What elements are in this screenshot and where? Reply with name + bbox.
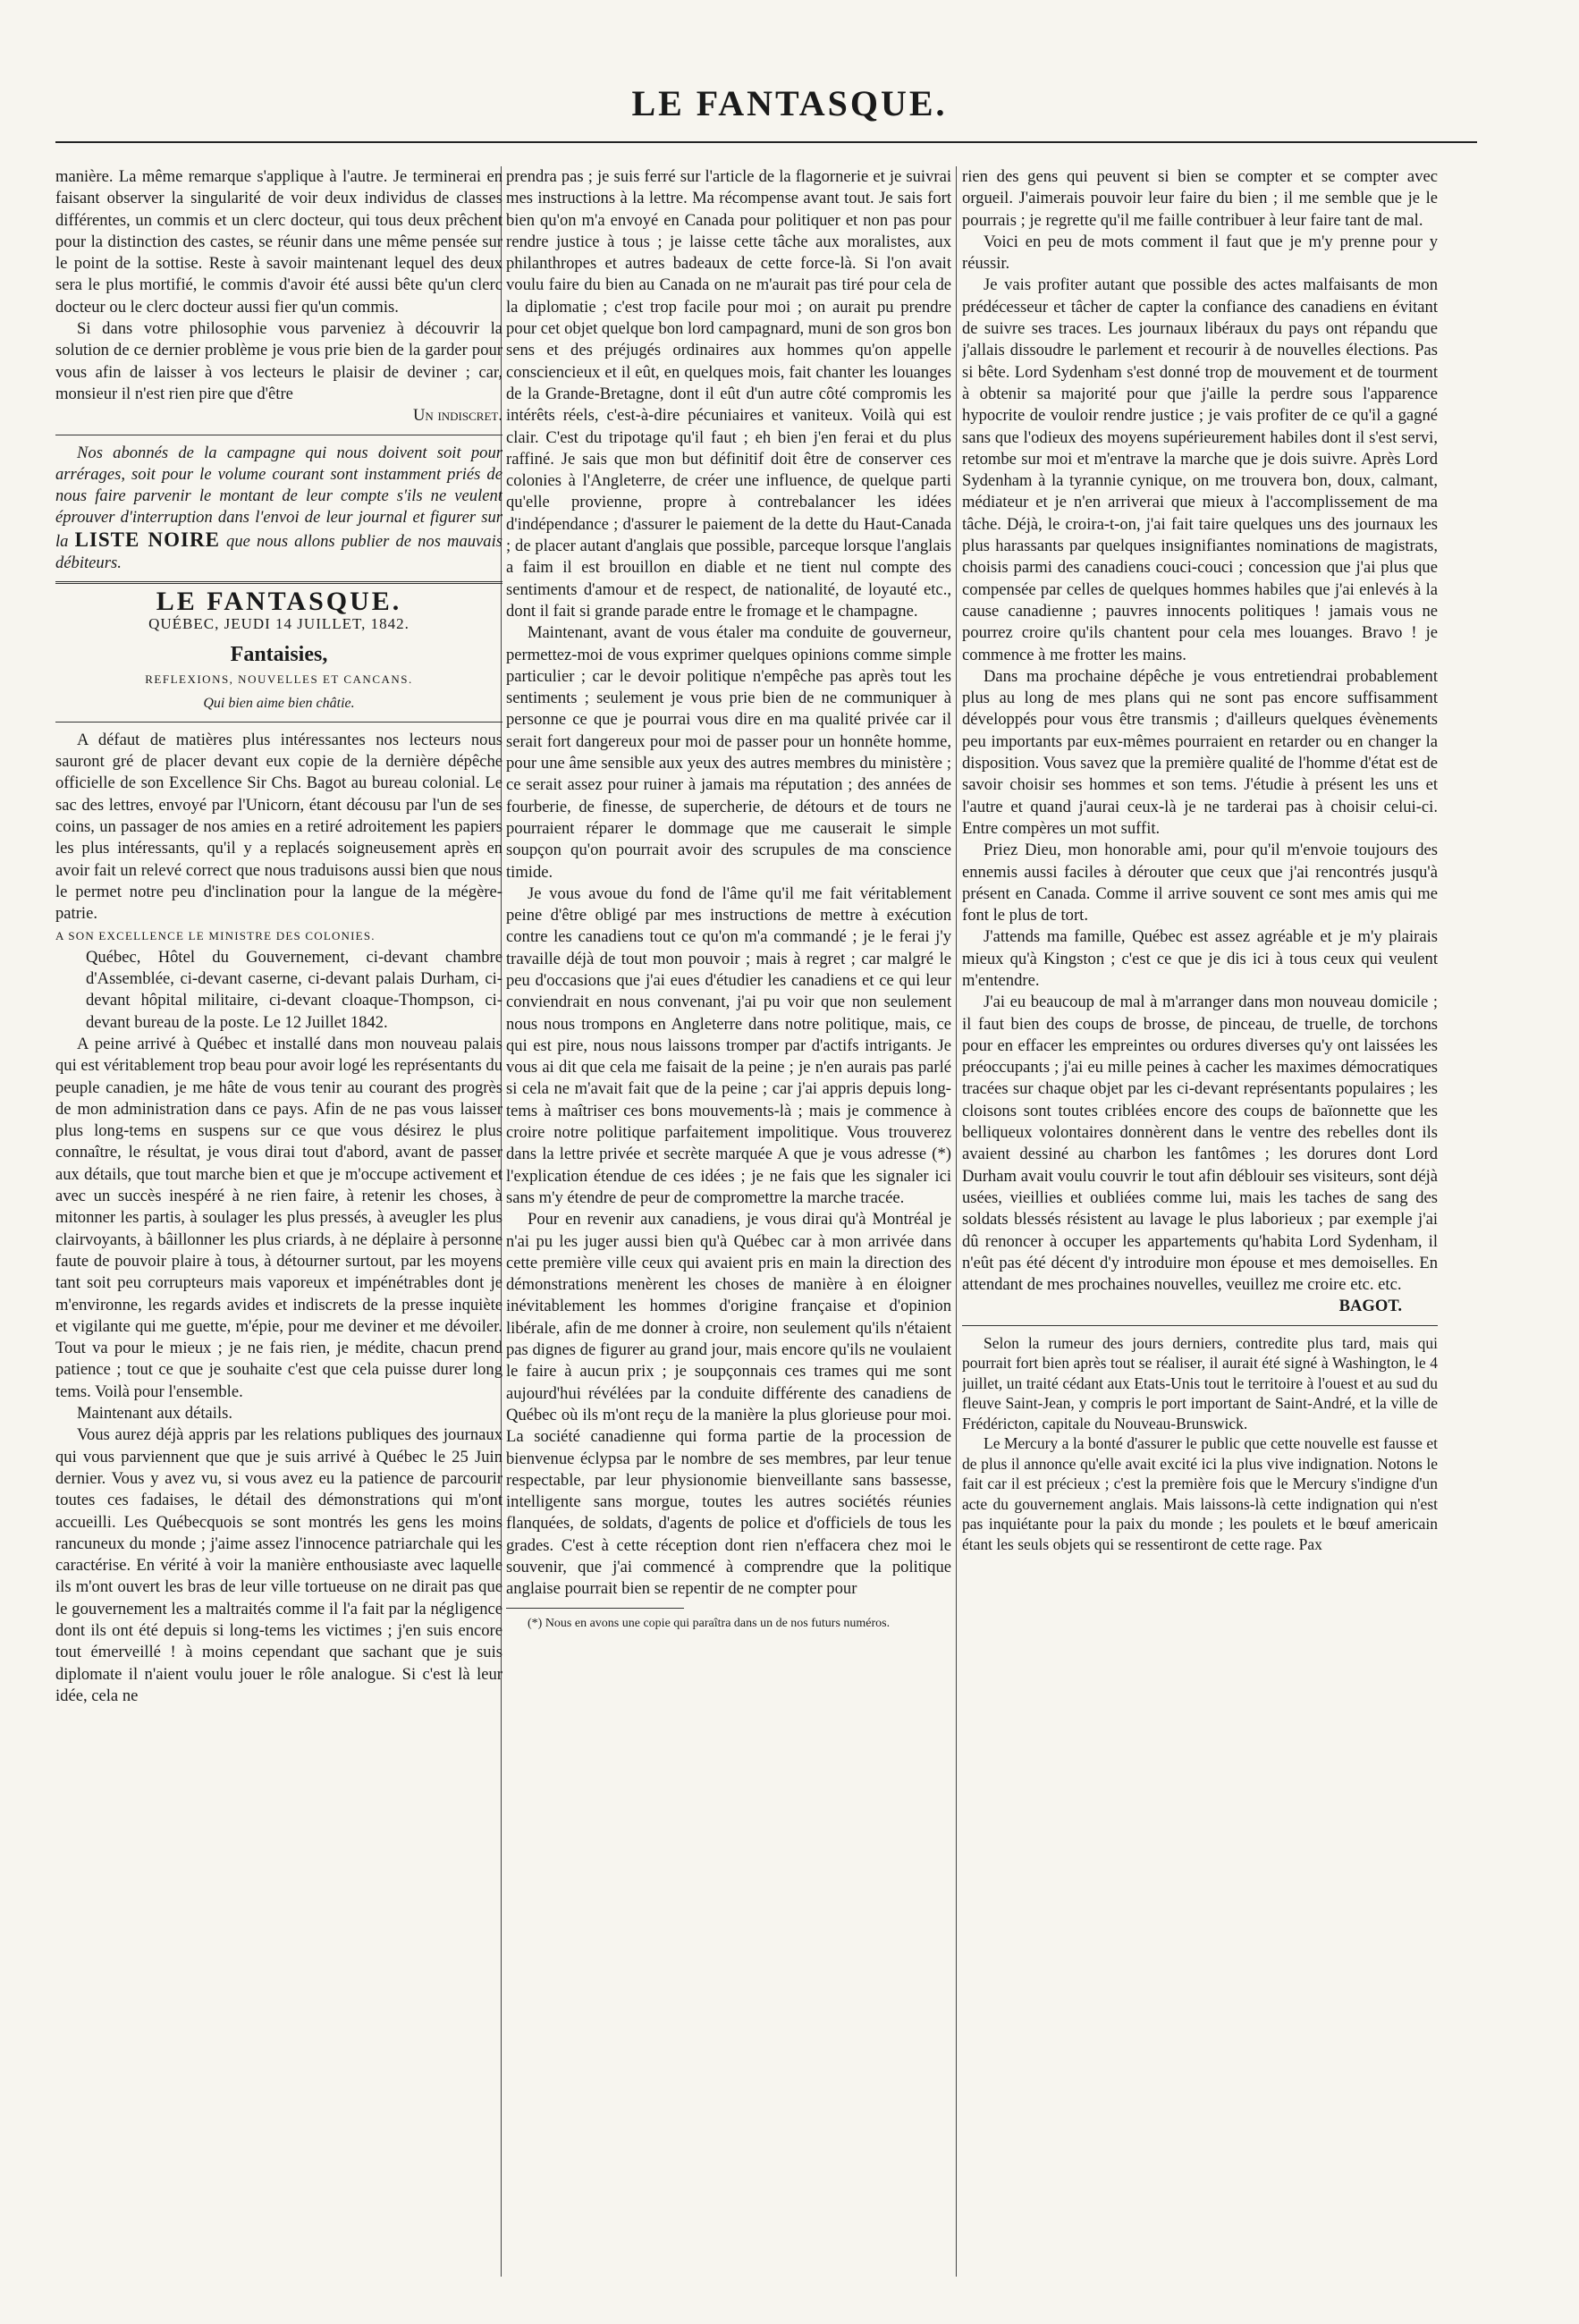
subscriber-notice [55, 443, 502, 575]
address-heading: A SON EXCELLENCE LE MINISTRE DES COLONIES. [55, 928, 376, 942]
paragraph: Priez Dieu, mon honorable ami, pour qu'il m'envoie toujours des ennemis aussi faciles à dérouter que ceux que j'ai rencontrés jusqu'à présent en Canada. Comme il arrive souvent ce sont mes amis qui me font le plus de tort. [962, 841, 1438, 925]
notice-end: que nous allons publier de nos mauvais débiteurs. [55, 531, 502, 573]
address-block: Québec, Hôtel du Gouvernement, ci-devant chambre d'Assemblée, ci-devant caserne, ci-devant palais Durham, ci-devant hôpital militaire, ci-devant cloaque-Thompson, ci-devant bureau de la poste. Le 12 Juillet 1842. [86, 947, 502, 1032]
section-subheading: REFLEXIONS, NOUVELLES ET CANCANS. [145, 672, 413, 687]
paragraph: Voici en peu de mots comment il faut que je m'y prenne pour y réussir. [962, 232, 1438, 274]
signature: BAGOT. [1338, 1297, 1402, 1316]
signature: Un indiscret. [412, 406, 502, 426]
notice-text: Nos abonnés de la campagne qui nous doivent soit pour arrérages, soit pour le volume courant sont instamment priés de nous faire parvenir le montant de leur compte s'ils ne veulent éprouver d'interruption dans l'envoi de leur journal et figurer sur la [55, 443, 502, 551]
section-heading: Fantaisies, [230, 642, 328, 666]
page-masthead: LE FANTASQUE. [631, 83, 948, 123]
paragraph: Je vous avoue du fond de l'âme qu'il me fait véritablement peine d'être obligé par mes instructions de mettre à exécution contre les canadiens tout ce qu'on m'a commandé ; je le ferai j'y travaille déjà de tout mon pouvoir ; mais à regret ; car malgré le peu d'occasions que j'ai eues d'étudier les canadiens et ce qui leur conviendrait en nous convenant, j'ai pu voir que non seulement nous nous trompons en Angleterre dans notre politique, mais, ce qui est pire, nous nous laissons tromper par d'actifs intrigants. Je vous ai dit que cela me faisait de la peine ; je n'en aurais pas parlé si cela ne m'avait fait que de la peine ; car j'ai appris depuis long-tems à maîtriser ces bons mouvements-là ; mais je commence à croire notre politique parfaitement impolitique. Vous trouverez dans la lettre privée et secrète marquée A que je vous adresse (*) l'explication étendue de ces idées ; je ne fais que les signaler ici sans m'y étendre de peur de compromettre la marche tracée. [506, 883, 951, 1207]
footnote-rule [506, 1608, 684, 1609]
paragraph: Maintenant, avant de vous étaler ma conduite de gouverneur, permettez-moi de vous exprimer quelques opinions comme simple particulier ; car le devoir politique n'empêche pas après tout les sentiments ; seulement je vous prie bien de ne communiquer à personne ce que je pourrai vous dire en ma qualité privée car il serait fort dangereux pour moi de passer pour un honnête homme, pour une âme sensible aux yeux des autres membres du ministère ; ce serait assez pour ruiner à jamais ma réputation ; des années de fourberie, de finesse, de supercherie, de détours et de tours ne pourraient réparer le dommage que me causerait le simple soupçon qu'on pourrait avoir des scrupules de ma conscience timide. [506, 623, 951, 882]
paragraph: Dans ma prochaine dépêche je vous entretiendrai probablement plus au long de mes plans qui ne sont pas encore suffisamment développés pour vous être transmis ; d'ailleurs quelques évènements peu importants par eux-mêmes pourraient en retarder ou en changer la disposition. Vous savez que la première qualité de l'homme d'état est de savoir choisir ses hommes et son tems. J'étudie à présent les uns et l'autre et quand j'aurai ceux-là je ne tarderai pas à choisir celui-ci. Entre compères un mot suffit. [962, 666, 1438, 838]
motto: Qui bien aime bien châtie. [203, 695, 355, 711]
paragraph: rien des gens qui peuvent si bien se compter et se compter avec orgueil. J'aimerais pouvoir leur faire du bien ; il me semble que je le pourrais ; je regrette qu'il me faille contribuer à leur faire tant de mal. [962, 167, 1438, 230]
paragraph: A défaut de matières plus intéressantes nos lecteurs nous sauront gré de placer devant eux copie de la dernière dépêche officielle de son Excellence Sir Chs. Bagot au bureau colonial. Le sac des lettres, envoyé par l'Unicorn, étant décousu par l'un de ses coins, un passager de nos amies en a retiré adroitement les papiers les plus intéressants, qu'il y a replacés soigneusement après en avoir fait un relevé correct que nous traduisons aussi bien que nous le permet notre peu d'inclination pour la langue de la mégère-patrie. [55, 730, 502, 924]
paragraph: Si dans votre philosophie vous parveniez à découvrir la solution de ce dernier problème je vous prie bien de la garder pour vous afin de laisser à vos lecteurs le plaisir de deviner ; car, monsieur il n'est rien pire que d'être [55, 319, 502, 403]
paragraph: A peine arrivé à Québec et installé dans mon nouveau palais qui est véritablement trop beau pour avoir logé les représentants du peuple canadien, je me hâte de vous tenir au courant des progrès de mon administration dans ce pays. Afin de ne pas vous laisser plus long-tems en suspens sur ce que vous désirez le plus connaître, le résultat, je vous dirai tout d'abord, avant de passer aux détails, que tout marche bien et que je m'occupe activement et avec un succès inespéré à ne rien faire, à retenir les choses, à mitonner les partis, à soulager les plus pressés, à aveugler les plus clairvoyants, à bâillonner les plus criards, à ne déplaire à personne faute de pouvoir plaire à tous, à détourner surtout, par les moyens tant soit peu corrupteurs mais vaporeux et impénétrables dont je m'environne, les regards avides et indiscrets de la presse inquiète et vigilante qui me guette, m'épie, pour me deviner et me dévoiler. Tout va pour le mieux ; je ne fais rien, je médite, chacun prend patience ; tout ce que je souhaite c'est que cela puisse durer long tems. Voilà pour l'ensemble. [55, 1034, 502, 1401]
separator [55, 722, 502, 723]
paragraph: J'attends ma famille, Québec est assez agréable et je m'y plairais mieux qu'à Kingston ; c'est ce que je dis ici à tous ceux qui veulent m'entendre. [962, 927, 1438, 990]
paragraph: Je vais profiter autant que possible des actes malfaisants de mon prédécesseur et tâcher de capter la confiance des canadiens en évitant de suivre ses traces. Les journaux libéraux du pays ont répandu que j'allais dissoudre le parlement et recourir à de nouvelles élections. Pas si bête. Lord Sydenham s'est donné trop de mouvement et de tourment à obtenir sa majorité pour que j'aille la perdre sous l'apparence hypocrite de vouloir rendre justice ; je vais profiter de ce qu'il a gagné sans que l'odieux des moyens supérieurement habiles dont il s'est servi, retombe sur moi et m'entrave la marche que je dois suivre. Après Lord Sydenham à la tyrannie cynique, on me trouvera bon, doux, calmant, médiateur et je n'en arriverai que mieux à l'accomplissement de ma tâche. Déjà, le croira-t-on, j'ai fait taire quelques uns des journaux les plus harassants par quelques insignifiantes nominations de magistrats, choisis parmi des canadiens couci-couci ; concession que j'ai plus que compensée par celles de quelques hommes habiles que j'ai enlevés à la cause canadienne ; pauvres innocents politiques ! jamais vous ne pourrez croire qu'ils chantent pour cela mes louanges. Bravo ! je commence à me frotter les mains. [962, 275, 1438, 664]
paragraph: Vous aurez déjà appris par les relations publiques des journaux qui vous parviennent que que je suis arrivé à Québec le 25 Juin dernier. Vous y avez vu, si vous avez eu la patience de parcourir toutes ces fadaises, le détail des démonstrations qui m'ont accueilli. Les Québecquois se sont montrés les gens les moins rancuneux du monde ; j'aime assez l'innocence patriarchale qui les caractérise. En vérité à voir la manière enthousiaste avec laquelle ils m'ont ouvert les bras de leur ville tortueuse on ne dirait pas que le gouvernement les a maltraités comme il l'a fait par la négligence dont ils ont été depuis si long-tems les victimes ; j'en suis encore tout émerveillé ! à moins cependant que sachant que je suis diplomate il n'aient voulu jouer le rôle analogue. Si c'est là leur idée, cela ne [55, 1425, 502, 1705]
footnote: (*) Nous en avons une copie qui paraîtra dans un de nos futurs numéros. [528, 1616, 891, 1630]
paragraph: J'ai eu beaucoup de mal à m'arranger dans mon nouveau domicile ; il faut bien des coups de brosse, de pinceau, de truelle, de torchons pour en effacer les empreintes ou ordures diverses qu'y ont laissées les préoccupants ; j'ai eu mille peines à cacher les maximes démocratiques tracées sur chaque objet par les ci-devant représentants populaires ; les cloisons sont toutes criblées encore des coups de baïonnette que les belliqueux volontaires donnèrent dans le ventre des rebelles dont ils avaient dessiné au charbon les fantômes ; les dorures dont Lord Durham avait voulu couvrir le tout afin déblouir ses visiteurs, sont déjà usées, vieillies et oubliées comme lui, mais les taches de sang des soldats blessés résistent au lavage le plus laborieux ; par exemple j'ai dû renoncer à occuper les appartements qu'habita Lord Sydenham, il n'eût pas été décent d'y introduire mon épouse et mes demoiselles. En attendant de mes prochaines nouvelles, veuillez me croire etc. etc. [962, 993, 1438, 1295]
column-2 [506, 166, 951, 2277]
paragraph: Maintenant aux détails. [77, 1404, 233, 1424]
header-rule [55, 141, 1477, 143]
separator [962, 1325, 1438, 1326]
paragraph: prendra pas ; je suis ferré sur l'article de la flagornerie et je suivrai mes instructions à la lettre. Ma récompense avant tout. Je sais fort bien qu'on m'a envoyé en Canada pour politiquer et non pas pour rendre justice à tous ; je laisse cette tâche aux moralistes, aux philanthropes et autres badeaux de cette force-là. Si l'on avait voulu faire du bien au Canada on ne m'aurait pas tiré pour cela de la diplomatie ; c'est trop facile pour moi ; on aurait pu prendre pour cet objet quelque bon lord campagnard, muni de son gros bon sens et des préjugés ordinaires aux hommes qu'on appelle consciencieux et il eût, en quelques mois, fait chanter les louanges de la Grande-Bretagne, dont il eût d'un autre côté compromis les intérêts réels, c'est-à-dire pécuniaires et vaniteux. Voilà qui est clair. C'est du tripotage qu'il faut ; eh bien j'en ferai et du plus raffiné. Je sais que mon but définitif doit être de conserver ces colonies à l'Angleterre, de créer une influence, de quelque parti qu'elle provienne, propre à contrebalancer les idées d'indépendance ; d'assurer le paiement de la dette du Haut-Canada ; de placer autant d'anglais que possible, parceque lorsque l'anglais a faim il est brouillon en diable et ne tient nul compte des sentiments d'amour et de respect, de nationalité, de loyauté etc., dont il fait si grande parade entre le fromage et le champagne. [506, 167, 951, 621]
column-1 [55, 166, 502, 2277]
paragraph: Selon la rumeur des jours derniers, contredite plus tard, mais qui pourrait fort bien après tout se réaliser, il aurait été signé à Washington, le 4 juillet, un traité cédant aux Etats-Unis tout le territoire à l'ouest et au sud du fleuve Saint-Jean, y compris le port important de Saint-André, et la ville de Frédéricton, capitale du Nouveau-Brunswick. [962, 1333, 1438, 1432]
liste-noire: LISTE NOIRE [74, 528, 220, 551]
paragraph: Pour en revenir aux canadiens, je vous dirai qu'à Montréal je n'ai pu les juger aussi bien qu'à Québec car à mon arrivée dans cette première ville ceux qui avaient pris en main la direction des démonstrations menèrent les choses de manière à en éloigner inévitablement les hommes d'origine française et d'opinion libérale, afin de me donner à croire, non seulement qu'ils n'étaient pas dignes de figurer au grand jour, mais encore qu'ils ne voulaient le faire à aucun prix ; je soupçonnais ces trames qui me sont aujourd'hui révélées par la conduite différente des canadiens de Québec où ils m'ont reçu de la manière la plus glorieuse pour moi. La société canadienne qui forma partie de la procession de bienvenue éclypsa par le nombre de ses membres, par leur tenue respectable, par leur physionomie bienveillante sans bassesse, intelligente sans morgue, toutes les autres sociétés réunies flanquées, de soldats, d'agents de police et d'officiels de tous les grades. C'est à cette réception dont rien n'effacera chez moi le souvenir, que j'ai commencé à comprendre que la politique anglaise pourrait bien se repentir de ne compter pour [506, 1210, 951, 1599]
column-rule-2 [956, 166, 957, 2277]
section-title: LE FANTASQUE. [156, 587, 402, 617]
column-3 [962, 166, 1438, 2277]
separator [55, 581, 502, 584]
paragraph: Le Mercury a la bonté d'assurer le public que cette nouvelle est fausse et de plus il annonce qu'elle avait excité ici la plus vive indignation. Notons le fait car il est précieux ; c'est la première fois que le Mercury s'indigne d'un acte du gouvernement anglais. Mais laissons-là cette indignation qui n'est pas inquiétante pour la paix du monde ; les poulets et le bœuf americain étant les seuls objets qui se ressentiront de cette rage. Pax [962, 1434, 1438, 1553]
dateline: QUÉBEC, JEUDI 14 JUILLET, 1842. [148, 614, 410, 632]
paragraph: manière. La même remarque s'applique à l'autre. Je terminerai en faisant observer la singularité de voir deux individus de classes différentes, un commis et un clerc docteur, qui tous deux prêchent pour la distinction des castes, se réunir dans une même pensée sur le point de la sottise. Reste à savoir maintenant lequel des deux sera le plus mortifié, le commis d'avoir été aussi bête qu'un clerc docteur ou le clerc docteur aussi fier qu'un commis. [55, 167, 502, 317]
